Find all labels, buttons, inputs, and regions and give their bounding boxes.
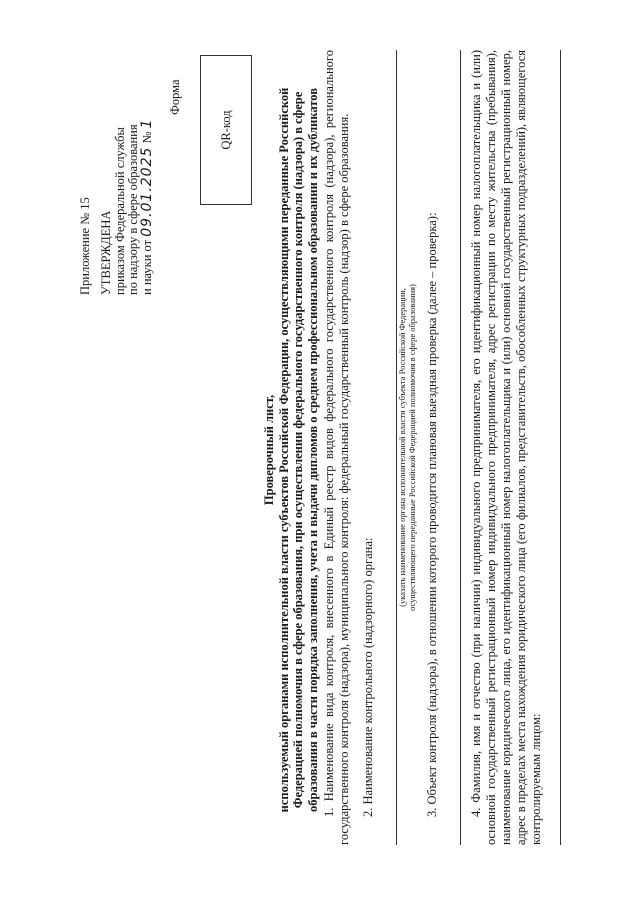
- title-line: Федерацией полномочия в сфере образования, при осуществлении федерального государственного контроля (надзора) в сфере: [291, 91, 305, 809]
- title-line: образования в части порядка заполнения, учета и выдачи дипломов о среднем профессиональном образовании и их дубликатов: [305, 88, 320, 812]
- document-body: [322, 50, 561, 845]
- appendix-label: Приложение № 15: [78, 197, 92, 295]
- item-4-underline: [560, 50, 561, 845]
- approved-number-label: №: [139, 131, 154, 144]
- qr-code-label: QR-код: [218, 110, 233, 150]
- approved-line: приказом Федеральной службы: [112, 127, 127, 295]
- item-1: 1. Наименование вида контроля, внесенного в Единый реестр видов федерального государственного контроля (надзора), регионального государственного контроля (надзора), муниципального контроля: федеральный государственный контроль (надзор) в сфере образования.: [322, 50, 351, 845]
- form-label: Форма: [168, 79, 182, 115]
- approved-line: и науки от: [139, 239, 154, 295]
- item-4: 4. Фамилия, имя и отчество (при наличии) индивидуального предпринимателя, его идентификационный номер налогоплательщика и (или) основной государственный регистрационный номер индивидуального предпринимателя, адрес регистрации по месту жительства (пребывания), наименование юридического лица, его идентификационный номер налогоплательщика и (или) основной государственный регистрационный номер, адрес в пределах места нахождения юридического лица (его филиалов, представительств, обособленных структурных подразделений), являющегося контролируемым лицом:: [469, 50, 543, 845]
- approved-date-line: [138, 118, 155, 295]
- item-2: 2. Наименование контрольного (надзорного) органа:: [361, 537, 375, 817]
- approved-line: УТВЕРЖДЕНА: [99, 210, 113, 295]
- approved-number: 1: [138, 118, 155, 129]
- approval-block: [100, 118, 154, 295]
- approved-date: 09.01.2025: [138, 146, 155, 237]
- qr-code-box: [200, 55, 252, 205]
- item-3-underline: [460, 50, 461, 845]
- item-2-caption: осуществляющего переданные Российской Федерацией полномочия в сфере образования): [407, 284, 417, 611]
- approved-line: по надзору в сфере образования: [126, 124, 140, 295]
- title-line: Проверочный лист,: [262, 394, 276, 506]
- document-title: [262, 65, 320, 835]
- title-line: используемый органами исполнительной власти субъектов Российской Федерации, осуществляющими переданные Российской: [276, 87, 291, 813]
- item-2-caption: (указать наименование органа исполнительной власти субъекта Российской Федерации,: [397, 288, 407, 607]
- item-3: 3. Объект контроля (надзора), в отношении которого проводится плановая выездная проверка (далее – проверка):: [425, 212, 439, 817]
